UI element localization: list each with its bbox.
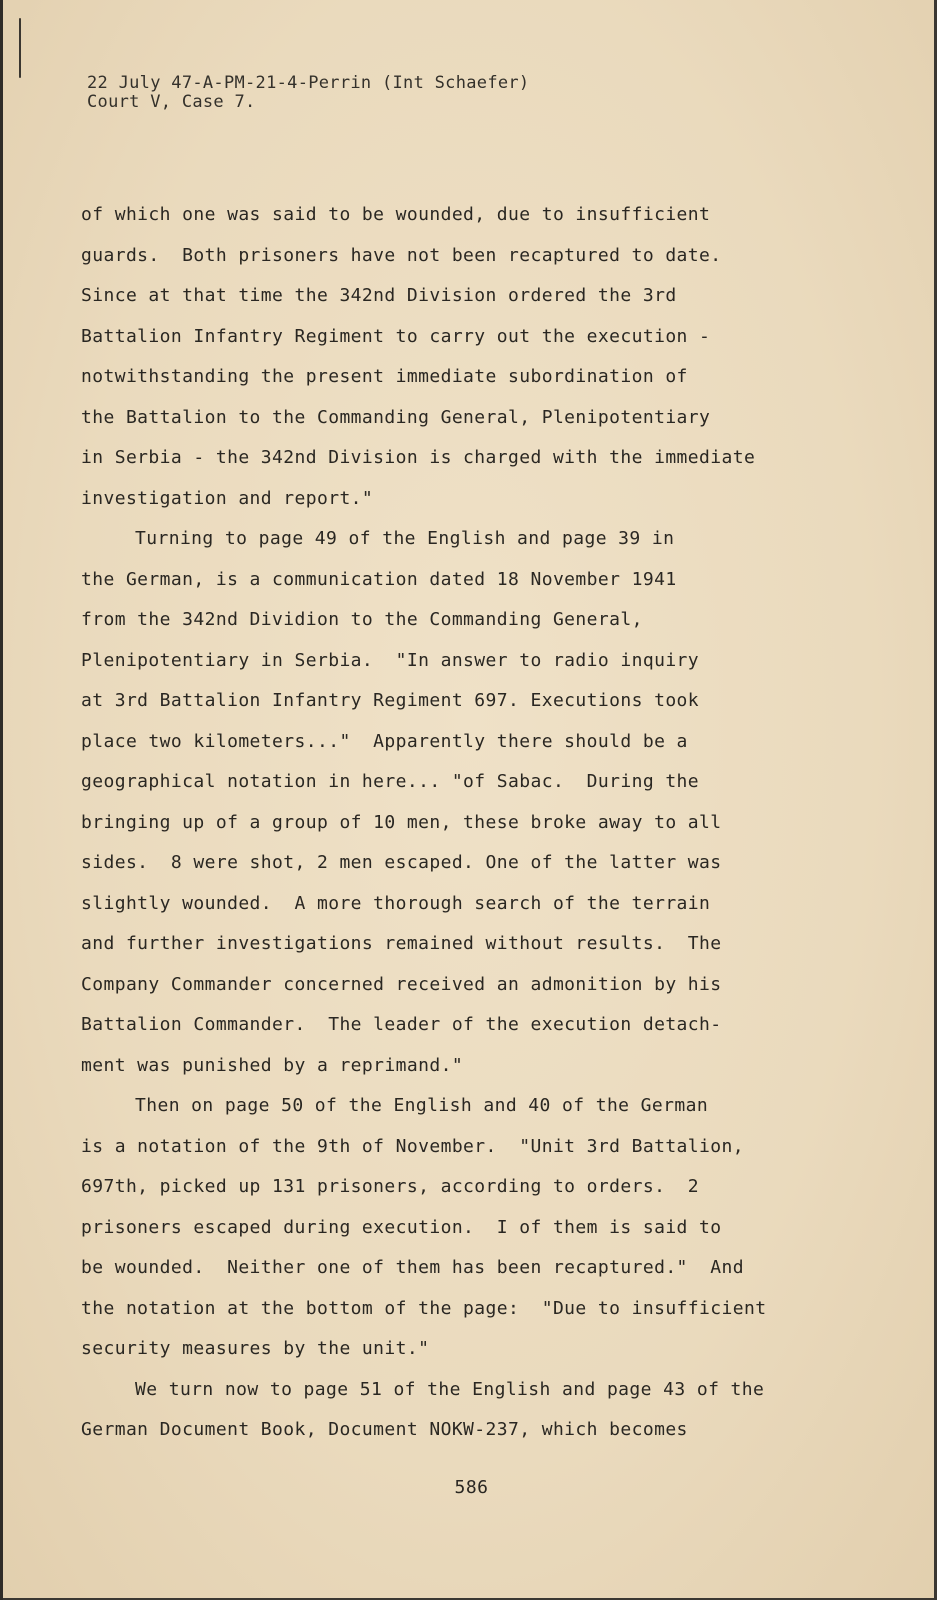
transcript-line: 697th, picked up 131 prisoners, according to orders. 2: [81, 1176, 700, 1197]
transcript-line: Battalion Commander. The leader of the execution detach-: [81, 1014, 722, 1035]
transcript-line: is a notation of the 9th of November. "Unit 3rd Battalion,: [81, 1135, 744, 1157]
transcript-line: guards. Both prisoners have not been recaptured to date.: [81, 244, 722, 266]
transcript-line: and further investigations remained without results. The: [81, 933, 722, 954]
transcript-line: in Serbia - the 342nd Division is charged with the immediate: [81, 447, 756, 468]
transcript-line: Since at that time the 342nd Division ordered the 3rd: [81, 285, 677, 306]
transcript-line: from the 342nd Dividion to the Commanding General,: [81, 609, 643, 630]
transcript-line: be wounded. Neither one of them has been recaptured." And: [81, 1257, 744, 1278]
header-session-line: 22 July 47-A-PM-21-4-Perrin (Int Schaefer): [87, 73, 530, 93]
transcript-line: investigation and report.": [81, 487, 374, 509]
transcript-line: the notation at the bottom of the page: "Due to insufficient: [81, 1297, 767, 1319]
binding-mark: [19, 18, 21, 78]
transcript-line: the Battalion to the Commanding General, Plenipotentiary: [81, 406, 711, 428]
transcript-line: slightly wounded. A more thorough search of the terrain: [81, 892, 711, 914]
transcript-line: Battalion Infantry Regiment to carry out the execution -: [81, 325, 711, 347]
transcript-line: notwithstanding the present immediate subordination of: [81, 366, 688, 387]
transcript-line: bringing up of a group of 10 men, these broke away to all: [81, 811, 722, 833]
transcript-line: We turn now to page 51 of the English and page 43 of the: [135, 1378, 765, 1400]
transcript-line: Company Commander concerned received an admonition by his: [81, 973, 722, 995]
document-header: [87, 74, 529, 112]
transcript-line: German Document Book, Document NOKW-237, which becomes: [81, 1419, 688, 1440]
transcript-line: geographical notation in here... "of Sabac. During the: [81, 771, 700, 792]
transcript-line: at 3rd Battalion Infantry Regiment 697. Executions took: [81, 690, 700, 711]
header-court-line: Court V, Case 7.: [87, 92, 256, 112]
transcript-line: of which one was said to be wounded, due to insufficient: [81, 204, 711, 225]
transcript-line: sides. 8 were shot, 2 men escaped. One of the latter was: [81, 852, 722, 873]
transcript-line: prisoners escaped during execution. I of them is said to: [81, 1216, 722, 1238]
page-number: 586: [454, 1477, 489, 1498]
transcript-line: Turning to page 49 of the English and page 39 in: [135, 528, 675, 549]
transcript-body: [81, 195, 901, 1451]
transcript-line: Plenipotentiary in Serbia. "In answer to radio inquiry: [81, 649, 700, 671]
transcript-line: place two kilometers..." Apparently there should be a: [81, 730, 688, 752]
transcript-line: Then on page 50 of the English and 40 of the German: [135, 1095, 709, 1116]
transcript-line: ment was punished by a reprimand.": [81, 1054, 464, 1076]
transcript-line: the German, is a communication dated 18 November 1941: [81, 568, 677, 590]
transcript-line: security measures by the unit.": [81, 1338, 430, 1359]
